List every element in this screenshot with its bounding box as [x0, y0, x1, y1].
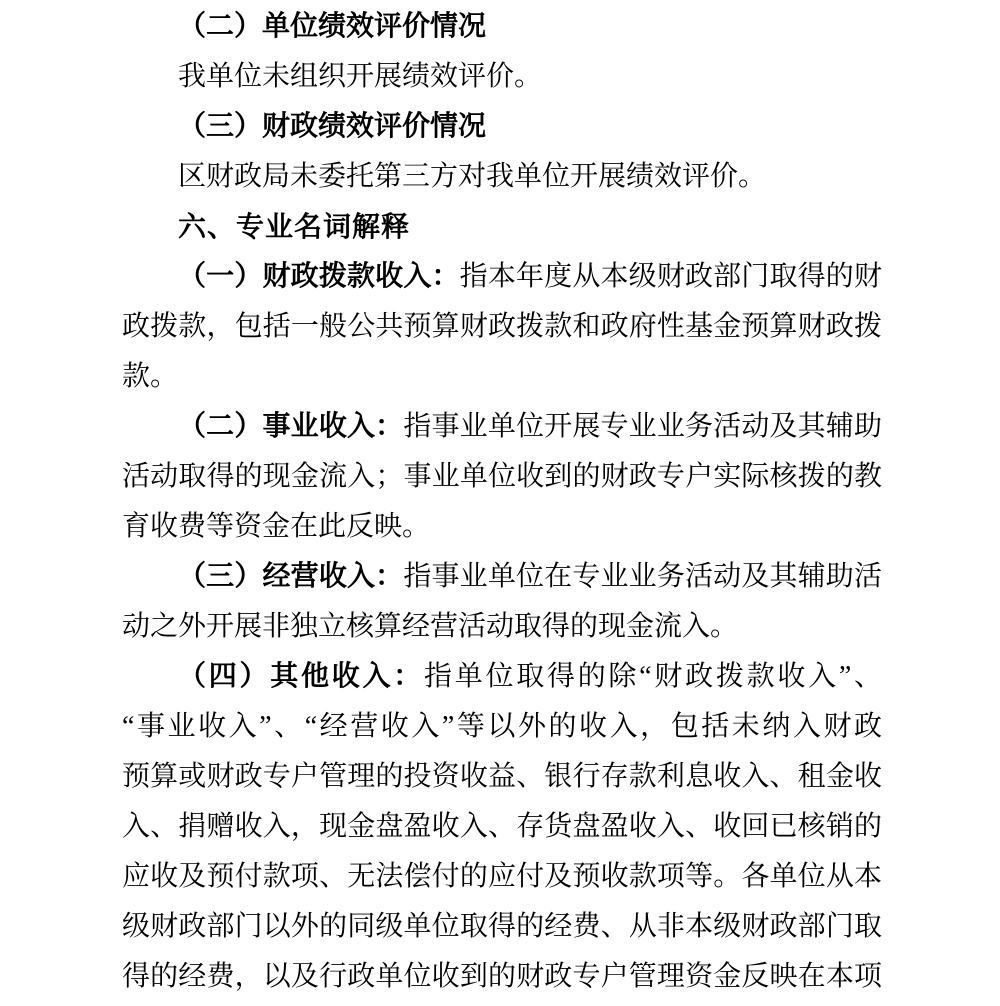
doc-line — [122, 602, 882, 652]
line-text: 指事业单位在专业业务活动及其辅助活 — [403, 561, 882, 592]
doc-line — [122, 402, 882, 452]
doc-line — [122, 452, 882, 502]
doc-line — [122, 152, 882, 202]
heading-text: 六、专业名词解释 — [178, 211, 411, 242]
line-text: 指本年度从本级财政部门取得的财 — [459, 261, 882, 292]
doc-line — [122, 502, 882, 552]
line-text: 区财政局未委托第三方对我单位开展绩效评价。 — [178, 161, 767, 192]
doc-line — [122, 352, 882, 402]
doc-line — [122, 952, 882, 1002]
section-heading-glossary — [122, 202, 882, 252]
term-label: （四）其他收入： — [178, 661, 424, 692]
doc-line — [122, 752, 882, 802]
term-label: （二）事业收入： — [178, 411, 404, 442]
line-text: 得的经费，以及行政单位收到的财政专户管理资金反映在本项 — [122, 961, 882, 992]
line-text: 育收费等资金在此反映。 — [122, 511, 431, 542]
line-text: 级财政部门以外的同级单位取得的经费、从非本级财政部门取 — [122, 911, 882, 942]
line-text: 政拨款，包括一般公共预算财政拨款和政府性基金预算财政拨 — [122, 311, 882, 342]
heading-text: （三）财政绩效评价情况 — [178, 111, 487, 142]
line-text: 预算或财政专户管理的投资收益、银行存款利息收入、租金收 — [122, 761, 882, 792]
doc-line — [122, 802, 882, 852]
term-label: （三）经营收入： — [178, 561, 404, 592]
subsection-heading-unit-evaluation — [122, 2, 882, 52]
line-text: 应收及预付款项、无法偿付的应付及预收款项等。各单位从本 — [122, 861, 882, 892]
line-text: 活动取得的现金流入；事业单位收到的财政专户实际核拨的教 — [122, 461, 882, 492]
doc-line — [122, 52, 882, 102]
doc-line — [122, 902, 882, 952]
document-body — [122, 2, 882, 1002]
line-text: 款。 — [122, 361, 179, 392]
term-label: （一）财政拨款收入： — [178, 261, 460, 292]
line-text: 我单位未组织开展绩效评价。 — [178, 61, 543, 92]
doc-line — [122, 552, 882, 602]
line-text: 入、捐赠收入，现金盘盈收入、存货盘盈收入、收回已核销的 — [122, 811, 882, 842]
subsection-heading-finance-evaluation — [122, 102, 882, 152]
doc-line — [122, 852, 882, 902]
line-text: “事业收入”、“经营收入”等以外的收入，包括未纳入财政 — [122, 711, 882, 742]
doc-line — [122, 302, 882, 352]
heading-text: （二）单位绩效评价情况 — [178, 11, 487, 42]
doc-line — [122, 252, 882, 302]
line-text: 指事业单位开展专业业务活动及其辅助 — [403, 411, 882, 442]
line-text: 指单位取得的除“财政拨款收入”、 — [423, 661, 882, 692]
doc-line — [122, 702, 882, 752]
doc-line — [122, 652, 882, 702]
line-text: 动之外开展非独立核算经营活动取得的现金流入。 — [122, 611, 739, 642]
